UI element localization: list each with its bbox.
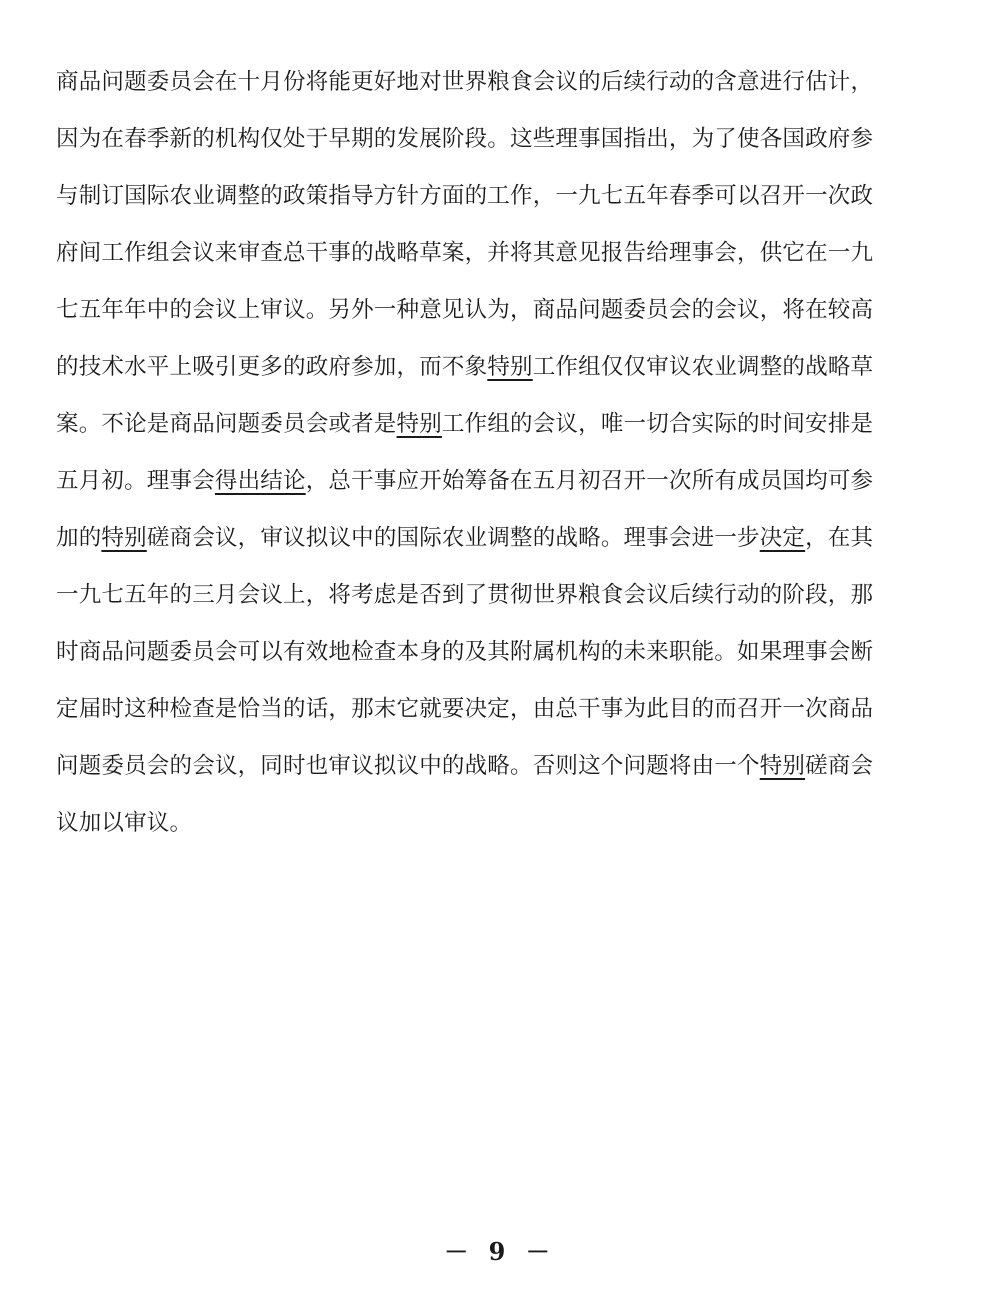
underlined-text: 特别 <box>759 753 806 779</box>
text-line <box>56 624 966 681</box>
text-line <box>56 681 966 738</box>
body-text <box>56 54 966 852</box>
text-line <box>56 453 966 510</box>
text-line <box>56 795 966 852</box>
underlined-text: 特别 <box>487 354 533 380</box>
text-line <box>56 396 966 453</box>
text-segment: 五月初。理事会 <box>56 468 215 494</box>
text-segment: 案。不论是商品问题委员会或者是 <box>56 411 397 437</box>
text-line <box>56 738 966 795</box>
underlined-text: 得出结论 <box>214 468 306 494</box>
text-segment: 磋商会 <box>805 753 874 779</box>
underlined-text: 决定 <box>759 525 806 551</box>
text-segment: 时商品问题委员会可以有效地检查本身的及其附属机构的未来职能。如果理事会断 <box>56 639 874 665</box>
page-number: － 9 － <box>444 1237 556 1266</box>
text-segment: 定届时这种检查是恰当的话，那末它就要决定，由总干事为此目的而召开一次商品 <box>56 696 874 722</box>
text-segment: 工作组的会议，唯一切合实际的时间安排是 <box>441 411 874 437</box>
text-segment: 磋商会议，审议拟议中的国际农业调整的战略。理事会进一步 <box>146 525 760 551</box>
text-line <box>56 567 966 624</box>
text-segment: 商品问题委员会在十月份将能更好地对世界粮食会议的后续行动的含意进行估计， <box>56 69 874 95</box>
underlined-text: 特别 <box>101 525 147 551</box>
text-segment: 工作组仅仅审议农业调整的战略草 <box>532 354 874 380</box>
text-line <box>56 282 966 339</box>
text-segment: ，在其 <box>805 525 874 551</box>
text-line <box>56 111 966 168</box>
text-segment: 加的 <box>56 525 102 551</box>
text-segment: 与制订国际农业调整的政策指导方针方面的工作，一九七五年春季可以召开一次政 <box>56 183 874 209</box>
text-segment: 议加以审议。 <box>56 810 193 836</box>
text-line <box>56 510 966 567</box>
text-segment: 问题委员会的会议，同时也审议拟议中的战略。否则这个问题将由一个 <box>56 753 760 779</box>
text-line <box>56 339 966 396</box>
text-segment: 府间工作组会议来审查总干事的战略草案，并将其意见报告给理事会，供它在一九 <box>56 240 874 266</box>
text-segment: 的技术水平上吸引更多的政府参加，而不象 <box>56 354 488 380</box>
text-segment: 因为在春季新的机构仅处于早期的发展阶段。这些理事国指出，为了使各国政府参 <box>56 126 874 152</box>
text-line <box>56 225 966 282</box>
underlined-text: 特别 <box>396 411 442 437</box>
text-segment: 七五年年中的会议上审议。另外一种意见认为，商品问题委员会的会议，将在较高 <box>56 297 874 323</box>
text-segment: 一九七五年的三月会议上，将考虑是否到了贯彻世界粮食会议后续行动的阶段，那 <box>56 582 874 608</box>
text-line <box>56 54 966 111</box>
text-segment: ，总干事应开始筹备在五月初召开一次所有成员国均可参 <box>305 468 874 494</box>
text-line <box>56 168 966 225</box>
